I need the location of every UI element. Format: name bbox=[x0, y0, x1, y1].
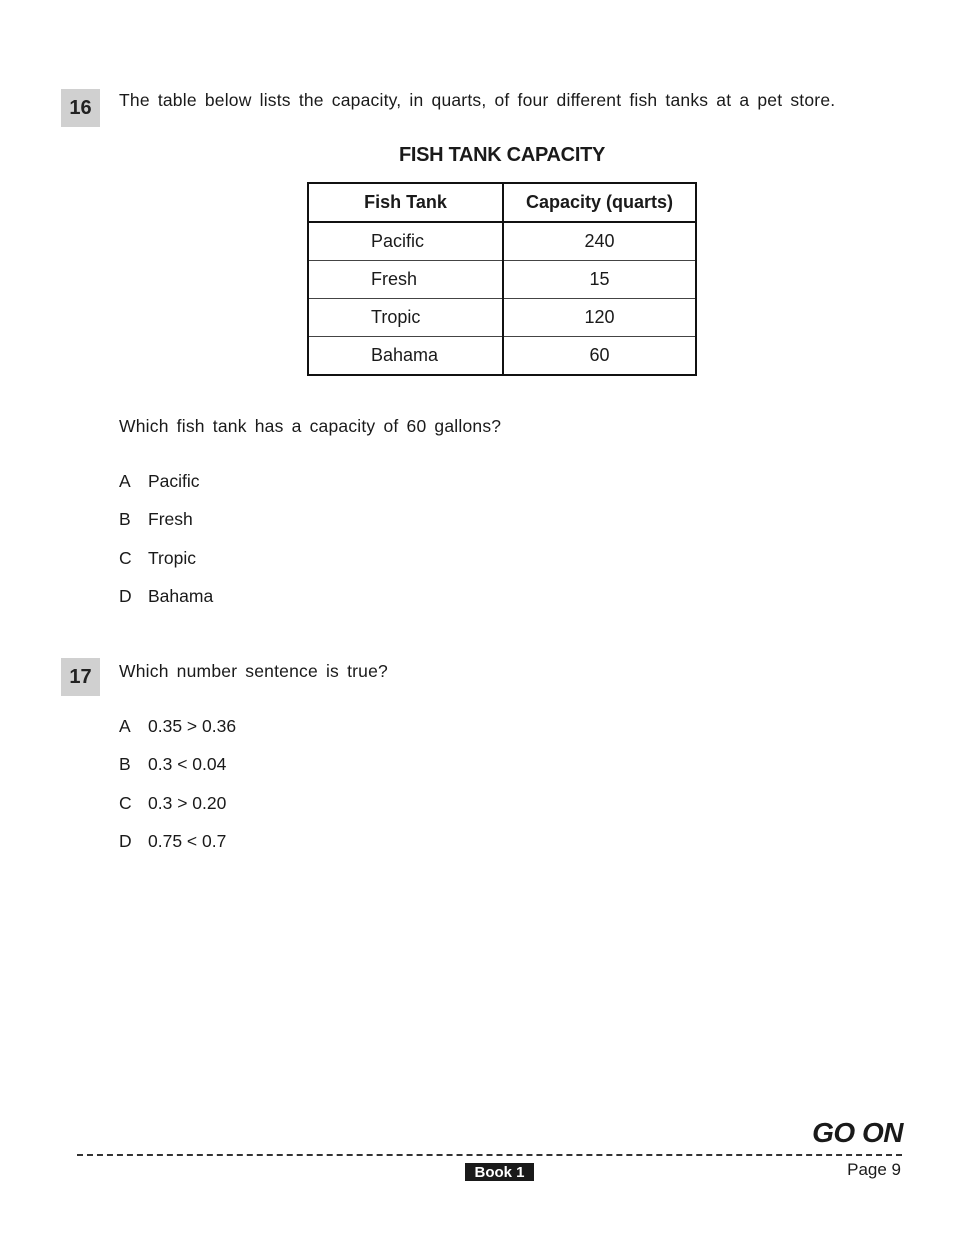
choice-letter: C bbox=[119, 548, 132, 568]
book-badge: Book 1 bbox=[465, 1163, 534, 1181]
choice-text: 0.3 > 0.20 bbox=[148, 793, 227, 813]
column-header-fish-tank: Fish Tank bbox=[308, 183, 503, 222]
q17-choice-c[interactable] bbox=[119, 793, 226, 814]
q16-choice-c[interactable] bbox=[119, 548, 196, 569]
q16-choice-b[interactable] bbox=[119, 509, 193, 530]
q17-choice-b[interactable] bbox=[119, 754, 226, 775]
dashed-divider bbox=[77, 1154, 902, 1156]
choice-text: 0.3 < 0.04 bbox=[148, 754, 227, 774]
table-row bbox=[308, 222, 696, 261]
fish-tank-table bbox=[307, 182, 697, 376]
choice-text: 0.35 > 0.36 bbox=[148, 716, 237, 736]
choice-text: Tropic bbox=[148, 548, 196, 568]
tank-name-cell: Bahama bbox=[308, 337, 503, 376]
question-number-17: 17 bbox=[61, 658, 100, 696]
choice-letter: D bbox=[119, 831, 132, 851]
page-number: Page 9 bbox=[847, 1160, 901, 1179]
choice-letter: D bbox=[119, 586, 132, 606]
tank-name-cell: Tropic bbox=[308, 299, 503, 337]
question-16-prompt: The table below lists the capacity, in quarts, of four different fish tanks at a pet store. bbox=[119, 90, 836, 110]
table-row bbox=[308, 337, 696, 376]
choice-text: Fresh bbox=[148, 509, 193, 529]
table-row bbox=[308, 299, 696, 337]
choice-letter: B bbox=[119, 754, 131, 774]
tank-name-cell: Fresh bbox=[308, 261, 503, 299]
question-number-16: 16 bbox=[61, 89, 100, 127]
table-row bbox=[308, 261, 696, 299]
tank-capacity-cell: 120 bbox=[503, 299, 696, 337]
q17-choice-d[interactable] bbox=[119, 831, 226, 852]
tank-name-cell: Pacific bbox=[308, 222, 503, 261]
choice-letter: A bbox=[119, 716, 131, 736]
q16-choice-a[interactable] bbox=[119, 471, 200, 492]
choice-text: 0.75 < 0.7 bbox=[148, 831, 227, 851]
column-header-capacity: Capacity (quarts) bbox=[503, 183, 696, 222]
choice-letter: A bbox=[119, 471, 131, 491]
q17-choice-a[interactable] bbox=[119, 716, 236, 737]
tank-capacity-cell: 60 bbox=[503, 337, 696, 376]
question-16-question: Which fish tank has a capacity of 60 gallons? bbox=[119, 416, 502, 436]
tank-capacity-cell: 240 bbox=[503, 222, 696, 261]
tank-capacity-cell: 15 bbox=[503, 261, 696, 299]
choice-letter: C bbox=[119, 793, 132, 813]
choice-text: Pacific bbox=[148, 471, 200, 491]
table-header-row bbox=[308, 183, 696, 222]
question-17-prompt: Which number sentence is true? bbox=[119, 661, 388, 681]
go-on-label: GO ON bbox=[812, 1117, 903, 1148]
table-title: FISH TANK CAPACITY bbox=[398, 144, 606, 166]
choice-letter: B bbox=[119, 509, 131, 529]
q16-choice-d[interactable] bbox=[119, 586, 213, 607]
choice-text: Bahama bbox=[148, 586, 214, 606]
